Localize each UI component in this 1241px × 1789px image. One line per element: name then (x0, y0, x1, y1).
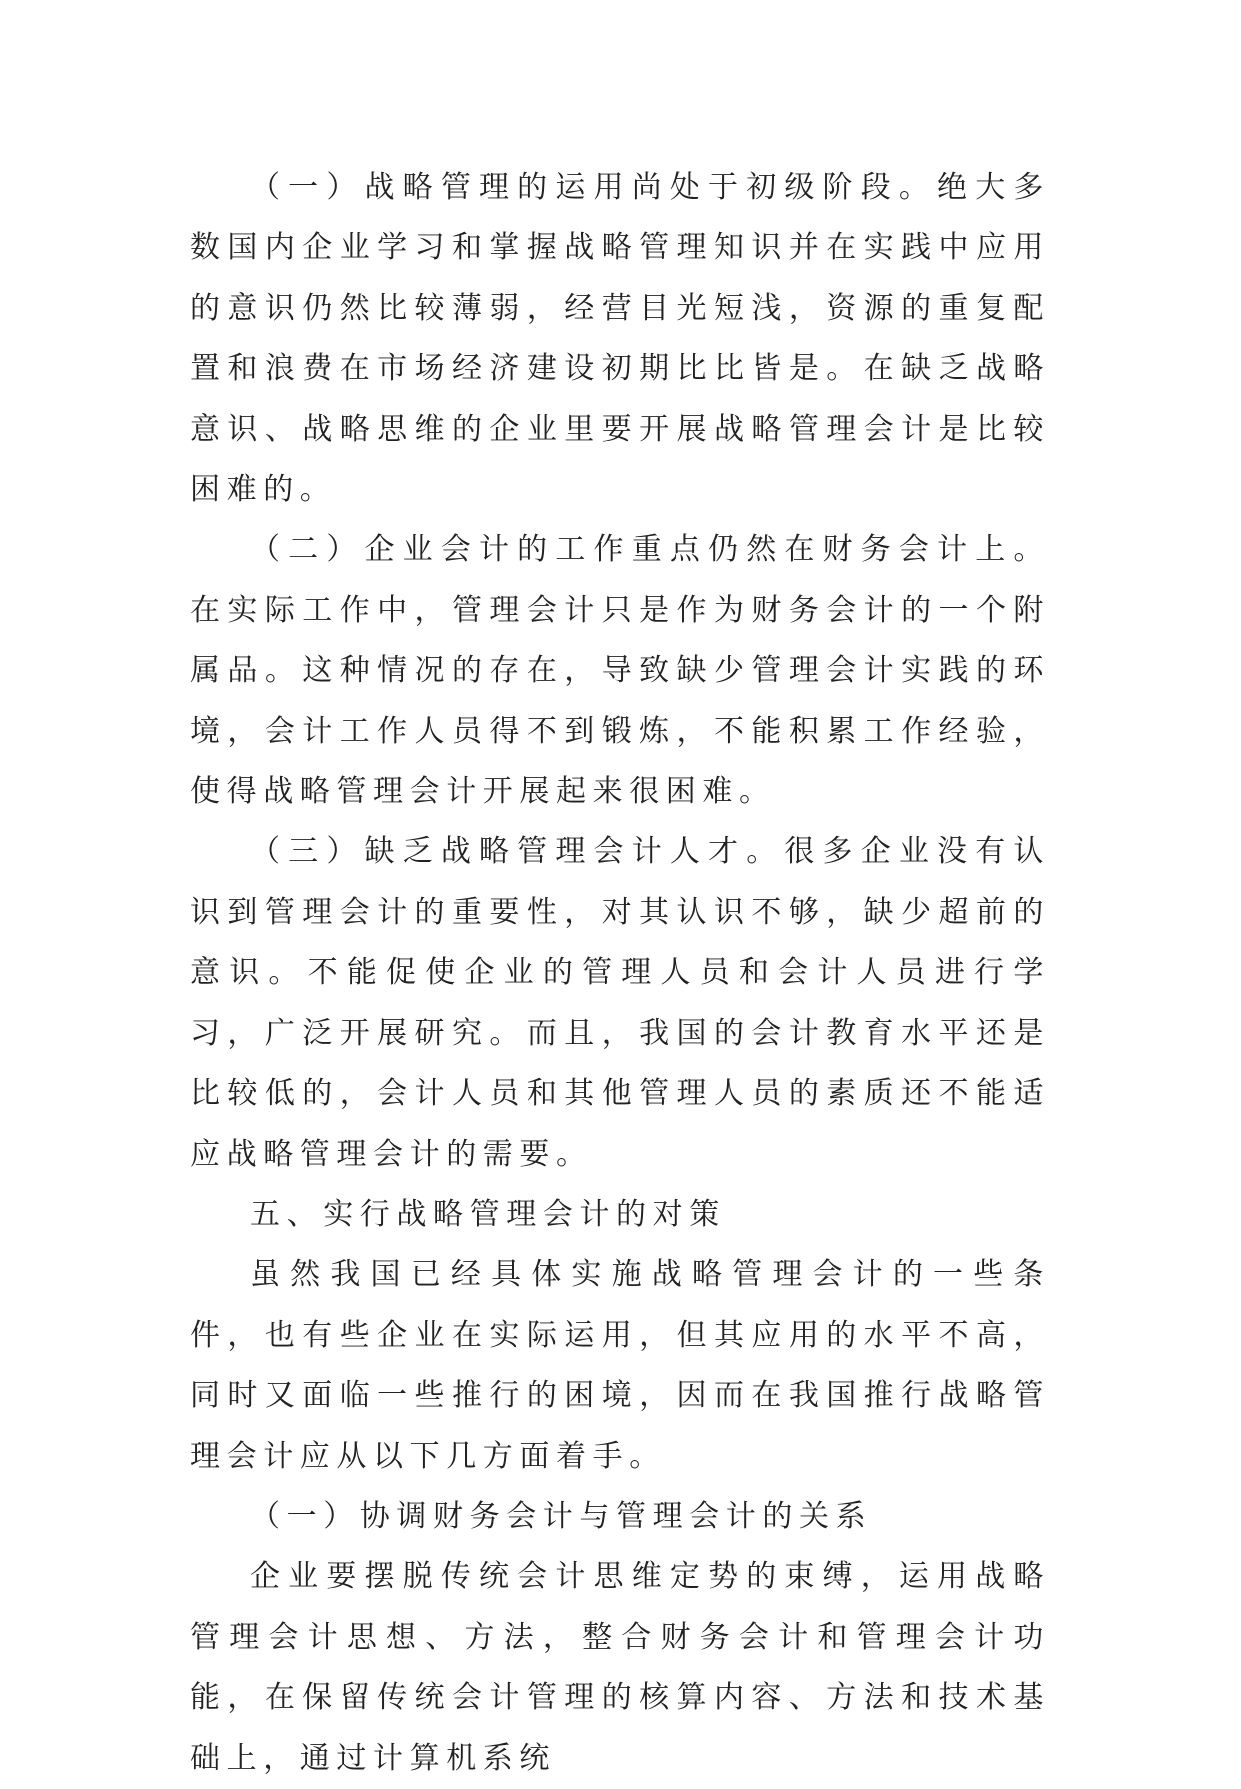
section-heading: 五、实行战略管理会计的对策 (250, 1196, 726, 1232)
paragraph-4: 虽然我国已经具体实施战略管理会计的一些条件，也有些企业在实际运用，但其应用的水平不高，同时又面临一些推行的困境，因而在我国推行战略管理会计应从以下几方面着手。 (190, 1257, 1050, 1474)
paragraph-1: （一）战略管理的运用尚处于初级阶段。绝大多数国内企业学习和掌握战略管理知识并在实践中应用的意识仍然比较薄弱，经营目光短浅，资源的重复配置和浪费在市场经济建设初期比比皆是。在缺乏战略意识、战略思维的企业里要开展战略管理会计是比较困难的。 (190, 170, 1050, 508)
paragraph-3: （三）缺乏战略管理会计人才。很多企业没有认识到管理会计的重要性，对其认识不够，缺少超前的意识。不能促使企业的管理人员和会计人员进行学习，广泛开展研究。而且，我国的会计教育水平还是比较低的，会计人员和其他管理人员的素质还不能适应战略管理会计的需要。 (190, 834, 1050, 1172)
paragraph-2: （二）企业会计的工作重点仍然在财务会计上。在实际工作中，管理会计只是作为财务会计的一个附属品。这种情况的存在，导致缺少管理会计实践的环境，会计工作人员得不到锻炼，不能积累工作经验，使得战略管理会计开展起来很困难。 (190, 532, 1050, 810)
document-body (190, 158, 1050, 1789)
paragraph-5: 企业要摆脱传统会计思维定势的束缚，运用战略管理会计思想、方法，整合财务会计和管理会计功能，在保留传统会计管理的核算内容、方法和技术基础上，通过计算机系统 (190, 1559, 1050, 1776)
subsection-heading: （一）协调财务会计与管理会计的关系 (250, 1498, 873, 1534)
